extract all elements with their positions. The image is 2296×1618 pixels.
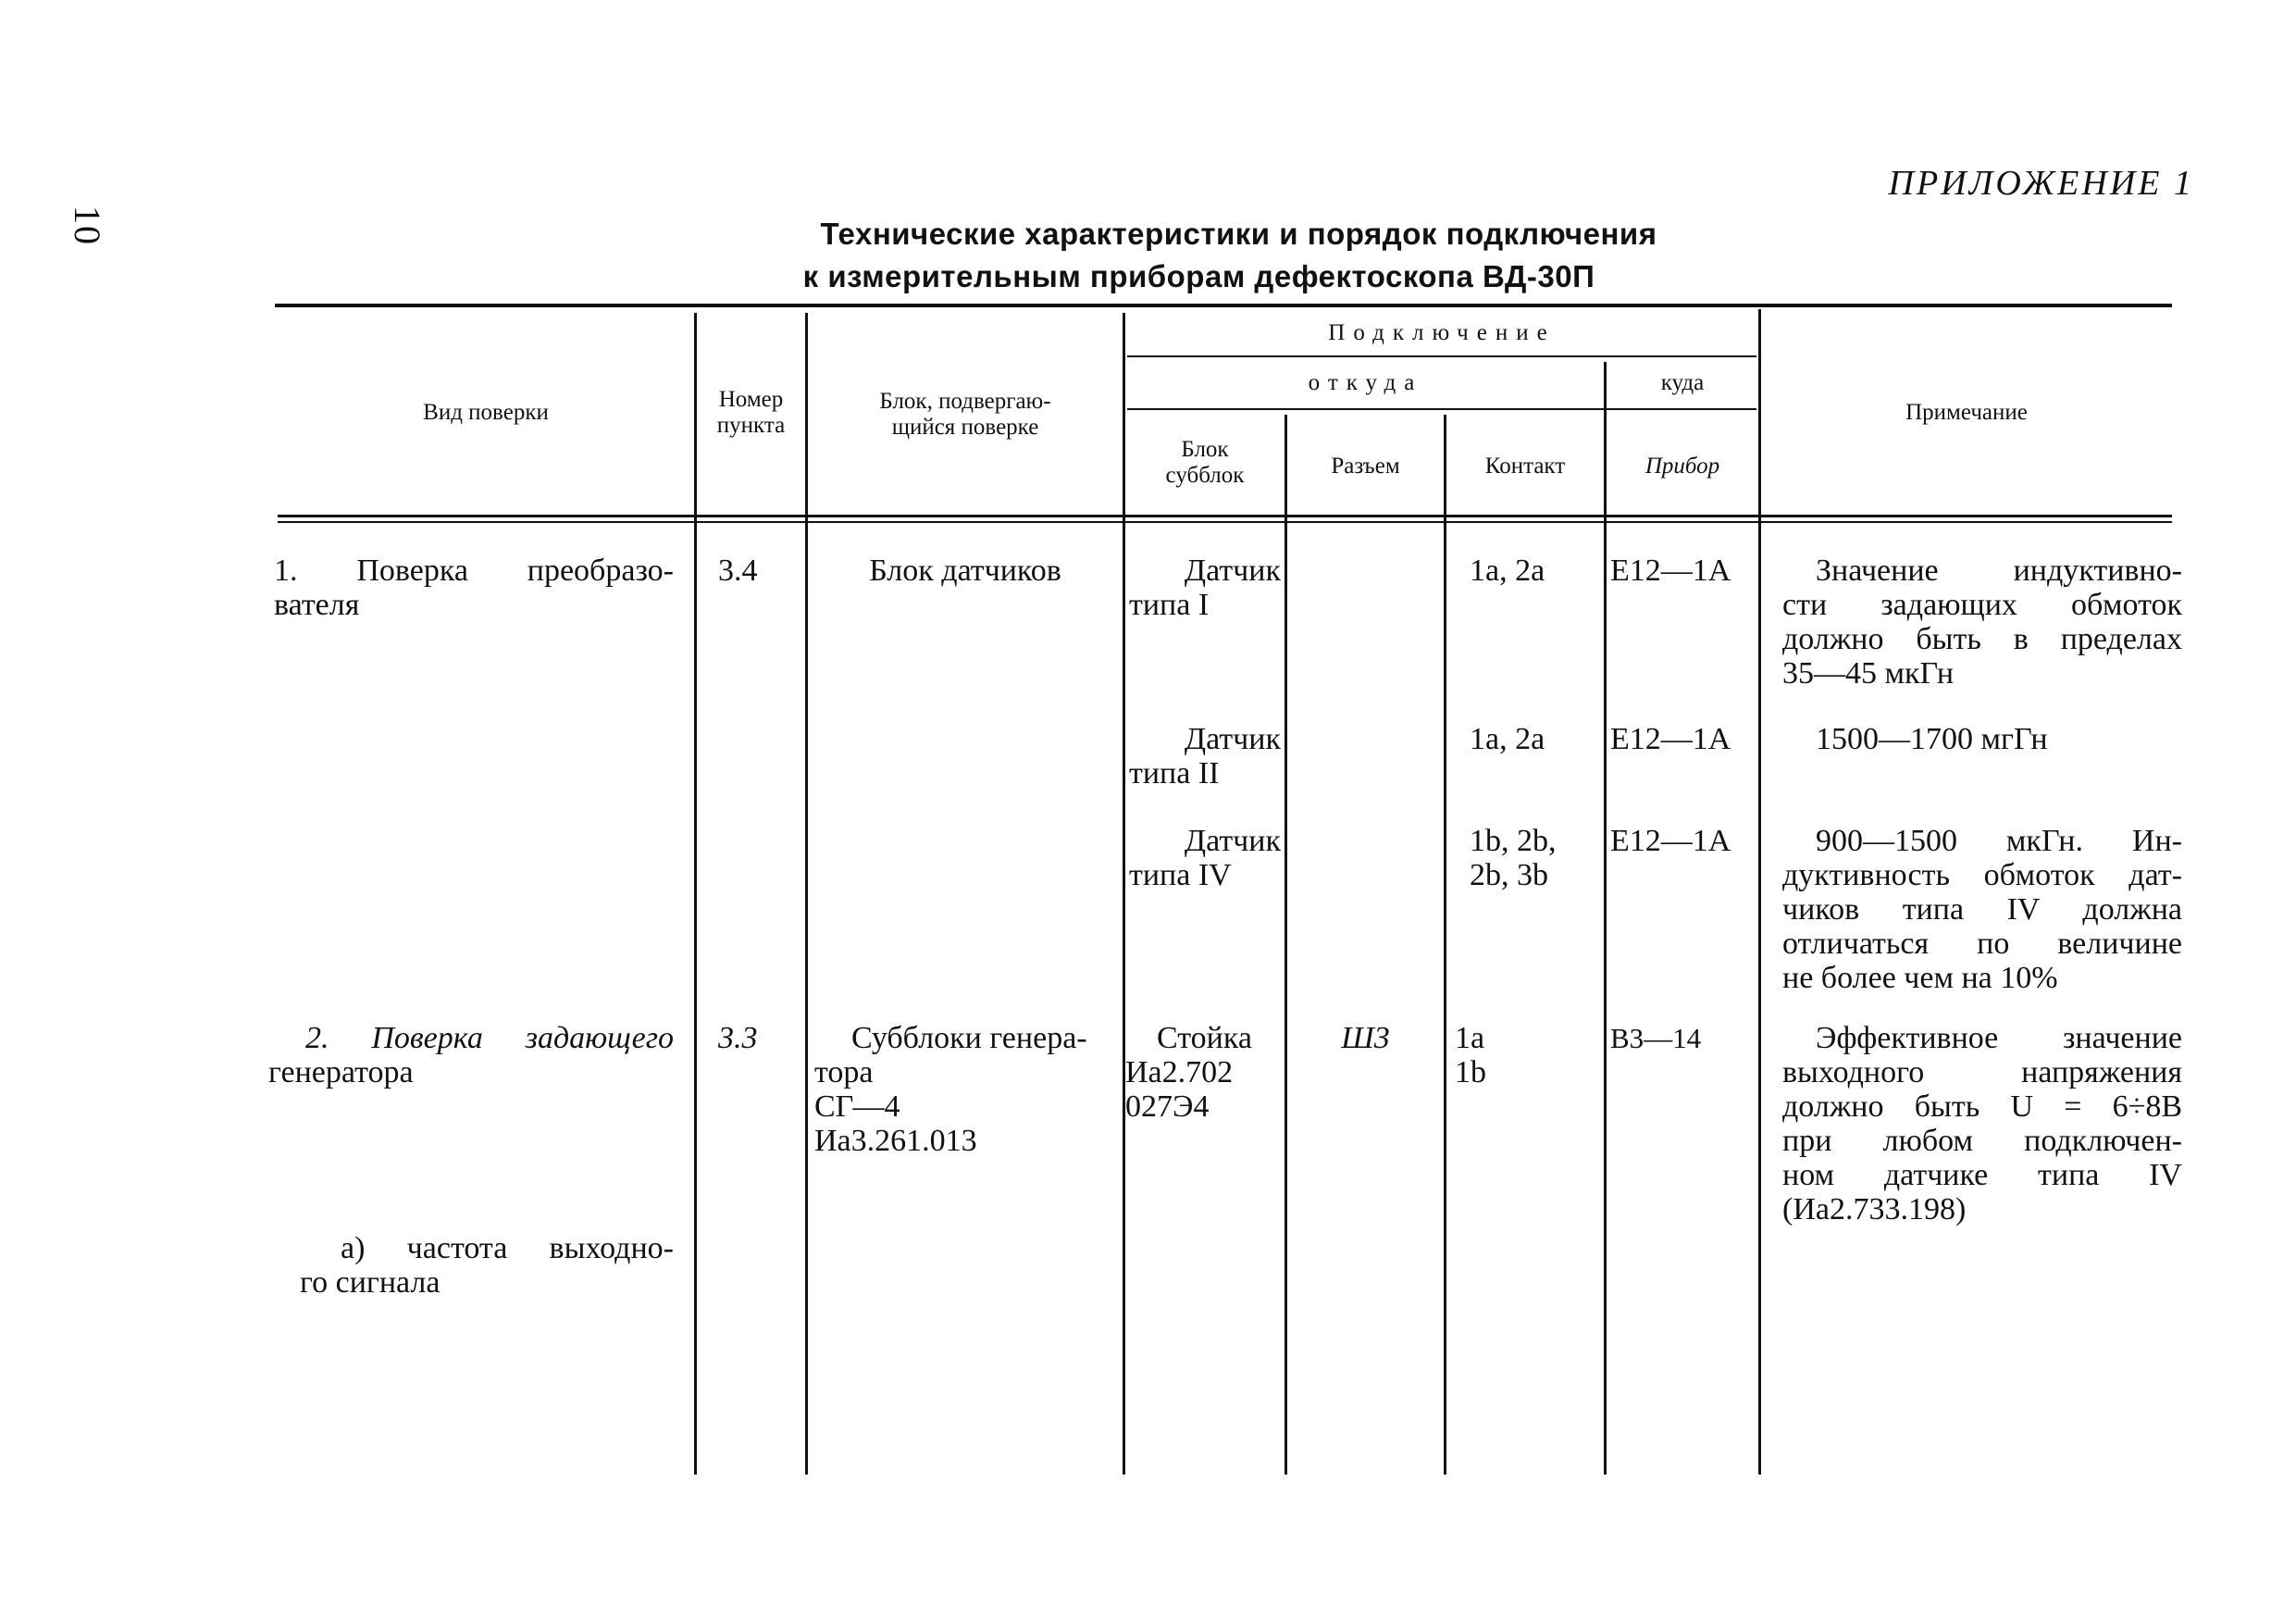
row4-note-line-3: должно быть U = 6÷8В — [1782, 1089, 2182, 1124]
row1-blok: Блок датчиков — [869, 554, 1061, 588]
row1-kontakt: 1а, 2а — [1470, 554, 1545, 588]
row3-note-line-3: чиков типа IV должна — [1782, 892, 2182, 927]
header-vid: Вид поверки — [423, 400, 549, 425]
row3-pribor: Е12—1А — [1610, 824, 1731, 858]
row3-note-line-2: дуктивность обмоток дат- — [1782, 858, 2182, 892]
header-kontakt: Контакт — [1484, 454, 1566, 479]
row4-note-line-4: при любом подключен- — [1782, 1124, 2182, 1158]
col-rule-4 — [1285, 415, 1287, 1475]
row1-nomer: 3.4 — [718, 554, 758, 588]
col-rule-5 — [1444, 415, 1446, 1475]
row3-note-line-4: отличаться по величине — [1782, 927, 2182, 961]
otkuda-rule — [1127, 408, 1756, 410]
header-nomer-line-2: пункта — [716, 413, 786, 438]
col-rule-6 — [1604, 362, 1607, 1475]
row2-subblok-line-2: типа II — [1129, 756, 1220, 790]
appendix-label: ПРИЛОЖЕНИЕ 1 — [1888, 164, 2194, 203]
row4-blok-line-1: Субблоки генера- — [851, 1021, 1087, 1055]
row4-blok-line-4: Иа3.261.013 — [814, 1124, 977, 1158]
header-blok-line-2: щийся поверке — [891, 415, 1039, 440]
top-rule — [275, 304, 2172, 307]
row2-kontakt: 1а, 2а — [1470, 722, 1545, 756]
header-bottom-rule-2 — [278, 521, 2172, 523]
row4-subblok-line-2: Иа2.702 — [1125, 1055, 1234, 1089]
header-bottom-rule-1 — [278, 515, 2172, 517]
row5-vid-line-1: а) частота выходно- — [341, 1231, 674, 1265]
col-rule-1 — [694, 313, 697, 1475]
row4-vid-line-1: 2. Поверка задающего — [305, 1021, 674, 1055]
row4-subblok-line-1: Стойка — [1157, 1021, 1252, 1055]
row4-note-line-1: Эффективное значение — [1816, 1021, 2182, 1055]
header-primechanie: Примечание — [1905, 400, 2028, 425]
row4-blok-line-2: тора — [814, 1055, 874, 1089]
row4-vid-line-2: генератора — [268, 1055, 414, 1089]
row1-note-line-2: сти задающих обмоток — [1782, 588, 2182, 622]
row3-note-line-1: 900—1500 мкГн. Ин- — [1816, 824, 2182, 858]
row5-vid-line-2: го сигнала — [300, 1265, 441, 1300]
row4-blok-line-3: СГ—4 — [814, 1089, 900, 1124]
row1-subblok-line-1: Датчик — [1184, 554, 1281, 588]
row3-note-line-5: не более чем на 10% — [1782, 961, 2058, 995]
row4-note-line-6: (Иа2.733.198) — [1782, 1192, 1967, 1226]
col-rule-7 — [1758, 309, 1761, 1475]
row4-pribor: В3—14 — [1610, 1022, 1702, 1054]
row1-note-line-3: должно быть в пределах — [1782, 622, 2182, 656]
row3-subblok-line-2: типа IV — [1129, 858, 1232, 892]
header-otkuda: откуда — [1308, 370, 1423, 395]
row4-subblok-line-3: 027Э4 — [1125, 1089, 1210, 1124]
page-number: 10 — [67, 205, 108, 246]
header-nomer-line-1: Номер — [718, 387, 784, 412]
row4-note-line-5: ном датчике типа IV — [1782, 1158, 2182, 1192]
row2-note-line-1: 1500—1700 мгГн — [1816, 722, 2048, 756]
col-rule-2 — [805, 313, 808, 1475]
table-title-line-2: к измерительным приборам дефектоскопа ВД-30П — [802, 259, 1595, 293]
row1-vid-line-1: 1. Поверка преобразо- — [274, 554, 674, 588]
row4-kontakt-line-1: 1а — [1455, 1021, 1485, 1055]
podkl-rule — [1127, 355, 1756, 357]
row3-kontakt-line-2: 2b, 3b — [1470, 858, 1548, 892]
row4-note-line-2: выходного напряжения — [1782, 1055, 2182, 1089]
header-razem: Разъем — [1331, 454, 1400, 479]
row1-note-line-4: 35—45 мкГн — [1782, 656, 1955, 691]
row4-nomer: 3.3 — [718, 1021, 758, 1055]
table-title-line-1: Технические характеристики и порядок подключения — [820, 217, 1657, 251]
header-kuda: куда — [1660, 370, 1705, 395]
row2-pribor: Е12—1А — [1610, 722, 1731, 756]
row1-note-line-1: Значение индуктивно- — [1816, 554, 2182, 588]
header-blok-line-1: Блок, подвергаю- — [879, 389, 1051, 414]
header-pribor: Прибор — [1644, 454, 1720, 479]
row4-kontakt-line-2: 1b — [1455, 1055, 1486, 1089]
row1-vid-line-2: вателя — [274, 588, 360, 622]
row1-pribor: Е12—1А — [1610, 554, 1731, 588]
row1-subblok-line-2: типа I — [1129, 588, 1210, 622]
row3-kontakt-line-1: 1b, 2b, — [1470, 824, 1557, 858]
header-blok-subblok-line-1: Блок — [1181, 437, 1229, 462]
row3-subblok-line-1: Датчик — [1184, 824, 1281, 858]
row2-subblok-line-1: Датчик — [1184, 722, 1281, 756]
header-blok-subblok-line-2: субблок — [1165, 463, 1245, 488]
header-podklyuchenie: Подключение — [1328, 320, 1556, 345]
row4-razem: Ш3 — [1341, 1021, 1390, 1055]
